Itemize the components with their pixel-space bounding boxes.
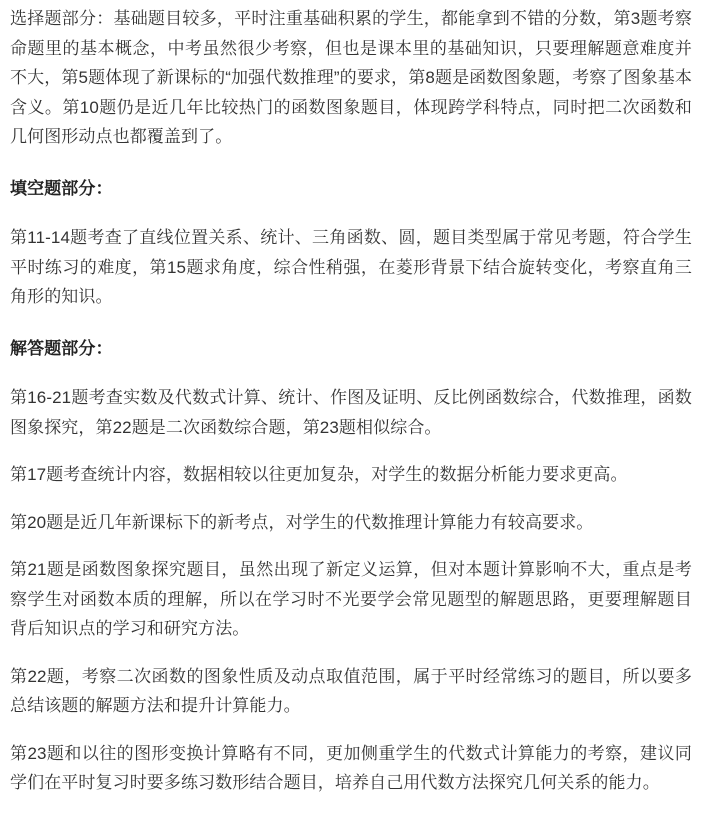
paragraph-question-17: 第17题考查统计内容，数据相较以往更加复杂，对学生的数据分析能力要求更高。: [10, 465, 628, 484]
paragraph-question-22: 第22题，考察二次函数的图象性质及动点取值范围，属于平时经常练习的题目，所以要多总结该题的解题方法和提升计算能力。: [10, 666, 692, 715]
heading-solution-section: 解答题部分：: [10, 338, 113, 358]
paragraph-choice-section: 选择题部分：基础题目较多，平时注重基础积累的学生，都能拿到不错的分数，第3题考察命题里的基本概念，中考虽然很少考察，但也是课本里的基础知识，只要理解题意难度并不大，第5题体现了新课标的“加强代数推理”的要求，第8题是函数图象题，考察了图象基本含义。第10题仍是近几年比较热门的函数图象题目，体现跨学科特点，同时把二次函数和几何图形动点也都覆盖到了。: [10, 9, 692, 146]
paragraph-questions-16-21: 第16-21题考查实数及代数式计算、统计、作图及证明、反比例函数综合，代数推理，函数图象探究，第22题是二次函数综合题，第23题相似综合。: [10, 388, 692, 437]
paragraph-question-21: 第21题是函数图象探究题目，虽然出现了新定义运算，但对本题计算影响不大，重点是考察学生对函数本质的理解，所以在学习时不光要学会常见题型的解题思路，更要理解题目背后知识点的学习和研究方法。: [10, 560, 692, 638]
paragraph-question-23: 第23题和以往的图形变换计算略有不同，更加侧重学生的代数式计算能力的考察，建议同学们在平时复习时要多练习数形结合题目，培养自己用代数方法探究几何关系的能力。: [10, 743, 692, 792]
paragraph-fill-in-the-blank-section: 第11-14题考查了直线位置关系、统计、三角函数、圆，题目类型属于常见考题，符合学生平时练习的难度，第15题求角度，综合性稍强，在菱形背景下结合旋转变化，考察直角三角形的知识。: [10, 228, 692, 306]
paragraph-question-20: 第20题是近几年新课标下的新考点，对学生的代数推理计算能力有较高要求。: [10, 512, 594, 532]
heading-fill-in-the-blank-section: 填空题部分：: [10, 178, 113, 198]
